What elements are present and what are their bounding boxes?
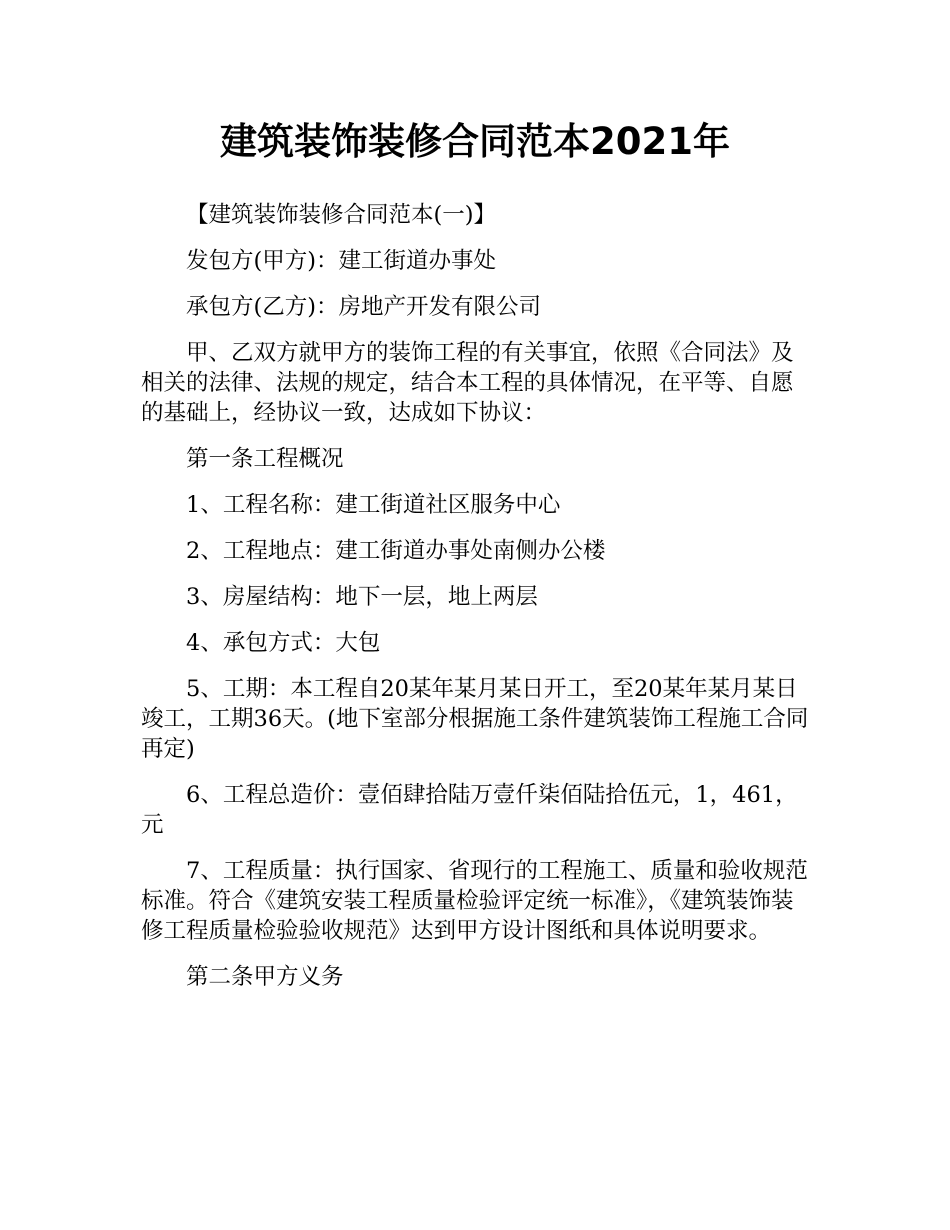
document-body [141,200,813,1008]
preamble-paragraph: 甲、乙双方就甲方的装饰工程的有关事宜，依照《合同法》及相关的法律、法规的规定，结合本工程的具体情况，在平等、自愿的基础上，经协议一致，达成如下协议： [141,340,794,426]
construction-period-item: 5、工期：本工程自20某年某月某日开工，至20某年某月某日竣工，工期36天。(地下室部分根据施工条件建筑装饰工程施工合同再定) [141,676,809,762]
building-structure-item: 3、房屋结构：地下一层，地上两层 [186,584,538,610]
project-name-item: 1、工程名称：建工街道社区服务中心 [186,492,561,518]
contract-method-item: 4、承包方式：大包 [186,630,381,656]
party-b-line: 承包方(乙方)：房地产开发有限公司 [186,294,542,320]
article-two-heading: 第二条甲方义务 [186,964,344,990]
project-location-item: 2、工程地点：建工街道办事处南侧办公楼 [186,538,606,564]
quality-standard-item: 7、工程质量：执行国家、省现行的工程施工、质量和验收规范标准。符合《建筑安装工程质量检验评定统一标准》，《建筑装饰装修工程质量检验验收规范》达到甲方设计图纸和具体说明要求。 [141,858,808,944]
party-a-line: 发包方(甲方)：建工街道办事处 [186,248,497,274]
document-title: 建筑装饰装修合同范本2021年 [220,120,730,163]
total-cost-item: 6、工程总造价：壹佰肆拾陆万壹仟柒佰陆拾伍元，1，461，元 [141,782,798,838]
article-one-heading: 第一条工程概况 [186,446,344,472]
section-heading-contract-one: 【建筑装饰装修合同范本(一)】 [186,202,497,228]
